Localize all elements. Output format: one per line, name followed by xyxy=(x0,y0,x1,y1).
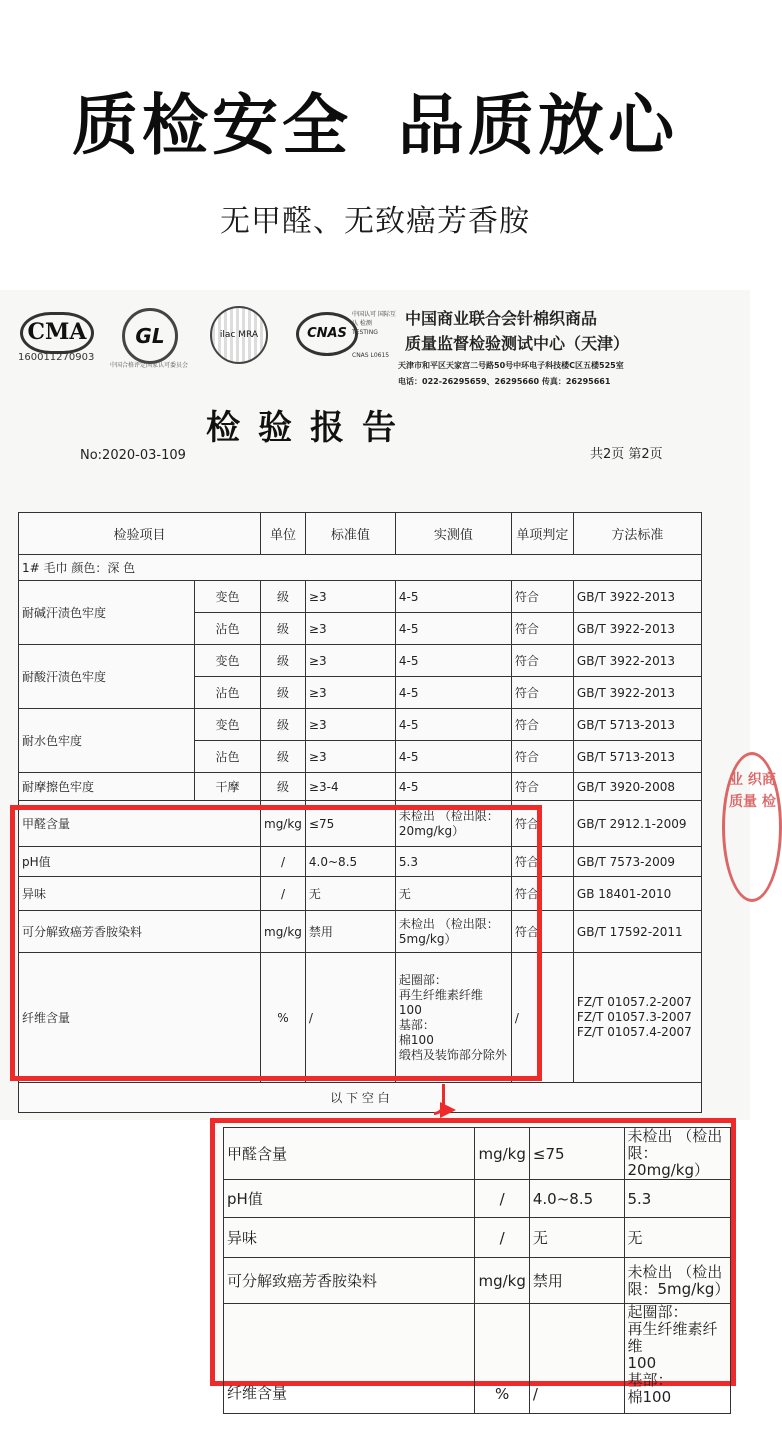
item-name: 可分解致癌芳香胺染料 xyxy=(224,1258,475,1304)
verdict-cell: / xyxy=(511,953,573,1083)
item-name: pH值 xyxy=(19,847,261,877)
unit-cell: / xyxy=(475,1180,529,1218)
method-cell: GB/T 3922-2013 xyxy=(573,645,701,677)
sample-info: 1# 毛巾 颜色：深 色 xyxy=(19,555,702,581)
verdict-cell: 符合 xyxy=(511,741,573,773)
page-headline xyxy=(0,72,750,167)
standard-cell: ≥3 xyxy=(305,709,395,741)
item-name: 可分解致癌芳香胺染料 xyxy=(19,911,261,953)
fiber-line: 100 xyxy=(627,1354,657,1372)
verdict-cell: 符合 xyxy=(511,801,573,847)
sub-item: 沾色 xyxy=(195,741,261,773)
unit-cell: / xyxy=(261,877,306,911)
method-cell: GB/T 3920-2008 xyxy=(573,773,701,801)
measured-cell xyxy=(624,1304,731,1414)
sub-item: 干摩 xyxy=(195,773,261,801)
item-name: 纤维含量 xyxy=(224,1304,475,1414)
fiber-line: 再生纤维素纤维 xyxy=(398,987,483,1002)
footer-row xyxy=(19,1083,702,1113)
standard-cell: ≥3 xyxy=(305,581,395,613)
header-verdict: 单项判定 xyxy=(511,513,573,555)
unit-cell: 级 xyxy=(261,709,306,741)
verdict-cell: 符合 xyxy=(511,677,573,709)
measured-cell: 5.3 xyxy=(395,847,511,877)
measured-cell: 未检出 （检出限：20mg/kg） xyxy=(624,1128,731,1180)
table-row xyxy=(224,1180,731,1218)
verdict-cell: 符合 xyxy=(511,773,573,801)
cma-number: 160011270903 xyxy=(18,352,95,363)
group-name: 耐水色牢度 xyxy=(19,709,195,773)
measured-cell: 4-5 xyxy=(395,645,511,677)
method-cell: GB/T 3922-2013 xyxy=(573,677,701,709)
table-row xyxy=(224,1218,731,1258)
measured-cell: 4-5 xyxy=(395,613,511,645)
unit-cell: 级 xyxy=(261,677,306,709)
header-standard: 标准值 xyxy=(305,513,395,555)
org-line-1: 中国商业联合会针棉织商品 xyxy=(405,309,598,328)
gl-caption: 中国合格评定国家认可委员会 xyxy=(110,362,189,369)
fiber-line: 起圈部： xyxy=(627,1303,688,1321)
table-row xyxy=(19,709,702,741)
standard-cell: 无 xyxy=(305,877,395,911)
sub-item: 变色 xyxy=(195,581,261,613)
verdict-cell: 符合 xyxy=(511,581,573,613)
fiber-line: 棉100 xyxy=(398,1032,434,1047)
fiber-line: 起圈部： xyxy=(398,972,447,987)
address-line: 天津市和平区天家宫二号路50号中环电子科技楼C区五楼525室 xyxy=(398,361,624,370)
cnas-side-text: 中国认可 国际互认 检测 TESTING xyxy=(352,311,396,336)
fiber-line: 再生纤维素纤维 xyxy=(627,1320,718,1355)
table-row xyxy=(19,773,702,801)
measured-cell: 4-5 xyxy=(395,773,511,801)
table-row xyxy=(19,645,702,677)
report-number: No:2020-03-109 xyxy=(80,448,186,463)
sub-item: 沾色 xyxy=(195,677,261,709)
unit-cell: 级 xyxy=(261,741,306,773)
standard-cell: / xyxy=(305,953,395,1083)
sample-row xyxy=(19,555,702,581)
method-cell: GB/T 17592-2011 xyxy=(573,911,701,953)
group-name: 耐碱汗渍色牢度 xyxy=(19,581,195,645)
measured-cell: 无 xyxy=(624,1218,731,1258)
unit-cell: / xyxy=(261,847,306,877)
unit-cell: / xyxy=(475,1218,529,1258)
measured-cell: 4-5 xyxy=(395,741,511,773)
method-cell: GB/T 3922-2013 xyxy=(573,613,701,645)
standard-cell: ≥3-4 xyxy=(305,773,395,801)
item-name: 甲醛含量 xyxy=(224,1128,475,1180)
fiber-line: 基部： xyxy=(627,1371,673,1389)
header-unit: 单位 xyxy=(261,513,306,555)
fiber-line: 基部： xyxy=(398,1017,435,1032)
unit-cell: 级 xyxy=(261,645,306,677)
standard-cell: 4.0~8.5 xyxy=(529,1180,624,1218)
table-row xyxy=(224,1304,731,1414)
standard-cell: 禁用 xyxy=(305,911,395,953)
measured-cell: 未检出 （检出限：5mg/kg） xyxy=(395,911,511,953)
standard-cell: ≥3 xyxy=(305,677,395,709)
method-line: FZ/T 01057.3-2007 xyxy=(576,1010,692,1024)
method-cell: GB/T 2912.1-2009 xyxy=(573,801,701,847)
org-address xyxy=(398,358,624,390)
table-row xyxy=(224,1128,731,1180)
fiber-line: 缎档及装饰部分除外 xyxy=(398,1047,507,1062)
method-line: FZ/T 01057.2-2007 xyxy=(576,995,692,1009)
unit-cell: mg/kg xyxy=(261,801,306,847)
zoomed-excerpt xyxy=(210,1118,736,1406)
table-row xyxy=(19,581,702,613)
measured-cell: 4-5 xyxy=(395,677,511,709)
arrow-right-icon xyxy=(440,1102,456,1118)
standard-cell: / xyxy=(529,1304,624,1414)
measured-cell: 无 xyxy=(395,877,511,911)
cnas-logo-icon: CNAS xyxy=(296,312,358,356)
zoom-table xyxy=(223,1127,731,1414)
header-measured: 实测值 xyxy=(395,513,511,555)
cnas-number: CNAS L0615 xyxy=(352,352,390,359)
item-name: 纤维含量 xyxy=(19,953,261,1083)
sub-item: 变色 xyxy=(195,645,261,677)
method-line: FZ/T 01057.4-2007 xyxy=(576,1025,692,1039)
item-name: 异味 xyxy=(224,1218,475,1258)
table-row xyxy=(224,1258,731,1304)
measured-cell: 4-5 xyxy=(395,581,511,613)
red-seal-stamp: 业 织商 质量 检 xyxy=(722,752,782,902)
item-name: pH值 xyxy=(224,1180,475,1218)
measured-cell: 4-5 xyxy=(395,709,511,741)
fiber-line: 棉100 xyxy=(627,1388,672,1406)
verdict-cell: 符合 xyxy=(511,877,573,911)
method-cell: GB/T 7573-2009 xyxy=(573,847,701,877)
verdict-cell: 符合 xyxy=(511,613,573,645)
measured-cell: 5.3 xyxy=(624,1180,731,1218)
method-cell xyxy=(573,953,701,1083)
item-name: 甲醛含量 xyxy=(19,801,261,847)
standard-cell: ≥3 xyxy=(305,741,395,773)
report-pages: 共2页 第2页 xyxy=(590,447,663,462)
headline-left: 质检安全 xyxy=(72,87,352,164)
group-name: 耐酸汗渍色牢度 xyxy=(19,645,195,709)
method-cell: GB/T 3922-2013 xyxy=(573,581,701,613)
standard-cell: 禁用 xyxy=(529,1258,624,1304)
group-name: 耐摩擦色牢度 xyxy=(19,773,195,801)
ilac-mra-logo-icon: ilac MRA xyxy=(210,306,268,364)
unit-cell: mg/kg xyxy=(475,1128,529,1180)
measured-cell: 未检出 （检出限：20mg/kg） xyxy=(395,801,511,847)
method-cell: GB 18401-2010 xyxy=(573,877,701,911)
unit-cell: % xyxy=(475,1304,529,1414)
report-title: 检验报告 xyxy=(206,408,414,448)
method-cell: GB/T 5713-2013 xyxy=(573,709,701,741)
unit-cell: mg/kg xyxy=(475,1258,529,1304)
header-method: 方法标准 xyxy=(573,513,701,555)
sub-item: 变色 xyxy=(195,709,261,741)
unit-cell: mg/kg xyxy=(261,911,306,953)
item-name: 异味 xyxy=(19,877,261,911)
table-header-row xyxy=(19,513,702,555)
standard-cell: ≥3 xyxy=(305,613,395,645)
standard-cell: 无 xyxy=(529,1218,624,1258)
header-item: 检验项目 xyxy=(19,513,261,555)
fiber-line: 100 xyxy=(398,1002,422,1017)
standard-cell: ≥3 xyxy=(305,645,395,677)
verdict-cell: 符合 xyxy=(511,709,573,741)
headline-right: 品质放心 xyxy=(398,87,678,164)
org-line-2: 质量监督检验测试中心（天津） xyxy=(405,334,630,353)
unit-cell: 级 xyxy=(261,581,306,613)
standard-cell: ≤75 xyxy=(305,801,395,847)
sub-item: 沾色 xyxy=(195,613,261,645)
verdict-cell: 符合 xyxy=(511,847,573,877)
unit-cell: 级 xyxy=(261,773,306,801)
testing-center-name xyxy=(405,306,629,356)
measured-cell: 未检出 （检出限：5mg/kg） xyxy=(624,1258,731,1304)
verdict-cell: 符合 xyxy=(511,645,573,677)
cma-logo-icon: CMA xyxy=(20,312,94,354)
unit-cell: % xyxy=(261,953,306,1083)
page-subheadline: 无甲醛、无致癌芳香胺 xyxy=(220,204,530,239)
verdict-cell: 符合 xyxy=(511,911,573,953)
standard-cell: 4.0~8.5 xyxy=(305,847,395,877)
method-cell: GB/T 5713-2013 xyxy=(573,741,701,773)
contact-line: 电话：022-26295659、26295660 传真：26295661 xyxy=(398,377,611,386)
highlight-box xyxy=(10,805,542,1081)
blank-below-note: 以 下 空 白 xyxy=(19,1083,702,1113)
unit-cell: 级 xyxy=(261,613,306,645)
gl-logo-icon: GL xyxy=(122,308,178,364)
standard-cell: ≤75 xyxy=(529,1128,624,1180)
